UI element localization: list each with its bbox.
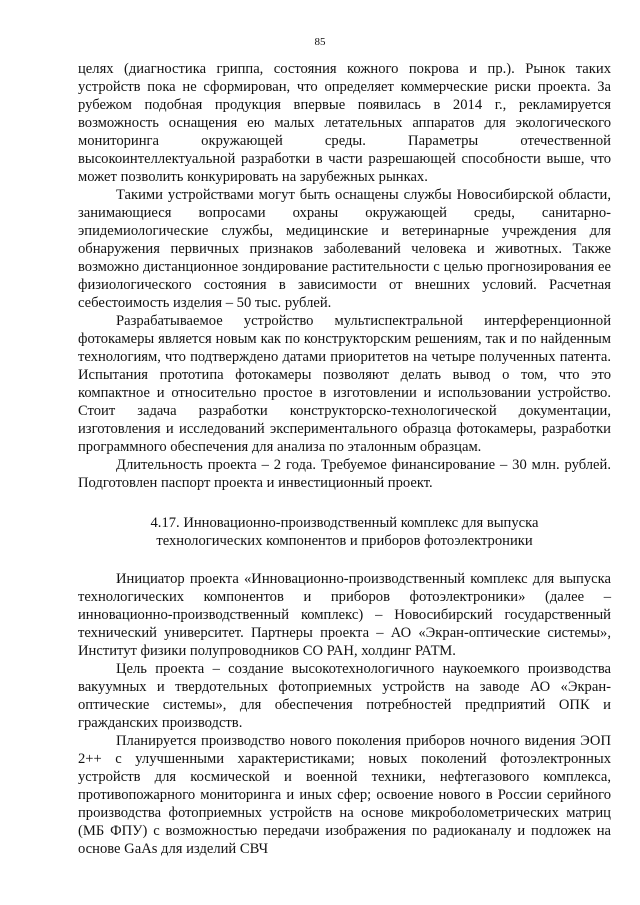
paragraph-planned-production: Планируется производство нового поколения приборов ночного видения ЭОП 2++ с улучшенными характеристиками; новых поколений фотоэлектронных устройств для космической и военной техники, нефтегазового комплекса, противопожарного мониторинга и иных сфер; освоение нового в России серийного производства фотоприемных устройств на основе микроболометрических матриц (МБ ФПУ) с возможностью передачи изображения по радиоканалу и подложек на основе GaAs для изделий СВЧ: [78, 733, 611, 857]
paragraph-camera-novelty: Разрабатываемое устройство мультиспектральной интерференционной фотокамеры является новым как по конструкторским решениям, так и по найденным технологиям, что подтверждено датами приоритетов на четыре полученных патента. Испытания прототипа фотокамеры позволяют делать вывод о том, что это компактное и относительно простое в изготовлении и использовании устройство. Стоит задача разработки конструкторско-технологической документации, изготовления и исследований экспериментального образца фотокамеры, разработки программного обеспечения для анализа по эталонным образцам.: [78, 313, 611, 455]
paragraph-market-risks: целях (диагностика гриппа, состояния кожного покрова и пр.). Рынок таких устройств пока не сформирован, что определяет коммерческие риски проекта. За рубежом подобная продукция впервые появилась в 2014 г., рекламируется возможность оснащения ею малых летательных аппаратов для экологического мониторинга окружающей среды. Параметры отечественной высокоинтеллектуальной разработки в части разрешающей способности выше, что может позволить конкурировать на зарубежных рынках.: [78, 61, 611, 185]
document-body: [78, 60, 611, 858]
page-number: 85: [314, 36, 326, 48]
paragraph-equipped-services: Такими устройствами могут быть оснащены службы Новосибирской области, занимающиеся вопросами охраны окружающей среды, санитарно-эпидемиологические службы, медицинские и ветеринарные учреждения для обнаружения первичных признаков заболеваний человека и животных. Также возможно дистанционное зондирование растительности с целью прогнозирования ее физиологического состояния в зависимости от внешних условий. Расчетная себестоимость изделия – 50 тыс. рублей.: [78, 187, 611, 311]
paragraph-project-goal: Цель проекта – создание высокотехнологичного наукоемкого производства вакуумных и твердотельных фотоприемных устройств на заводе АО «Экран-оптические системы», для обеспечения потребностей предприятий ОПК и гражданских производств.: [78, 661, 611, 731]
section-heading-line-1: 4.17. Инновационно-производственный комплекс для выпуска: [150, 515, 539, 531]
section-heading-line-2: технологических компонентов и приборов фотоэлектроники: [156, 533, 533, 549]
paragraph-initiator: Инициатор проекта «Инновационно-производственный комплекс для выпуска технологических компонентов и приборов фотоэлектроники» (далее – инновационно-производственный комплекс) – Новосибирский государственный технический университет. Партнеры проекта – АО «Экран-оптические системы», Институт физики полупроводников СО РАН, холдинг РАТМ.: [78, 571, 611, 659]
section-heading: [78, 514, 611, 550]
paragraph-duration-funding: Длительность проекта – 2 года. Требуемое финансирование – 30 млн. рублей. Подготовлен паспорт проекта и инвестиционный проект.: [78, 457, 611, 491]
